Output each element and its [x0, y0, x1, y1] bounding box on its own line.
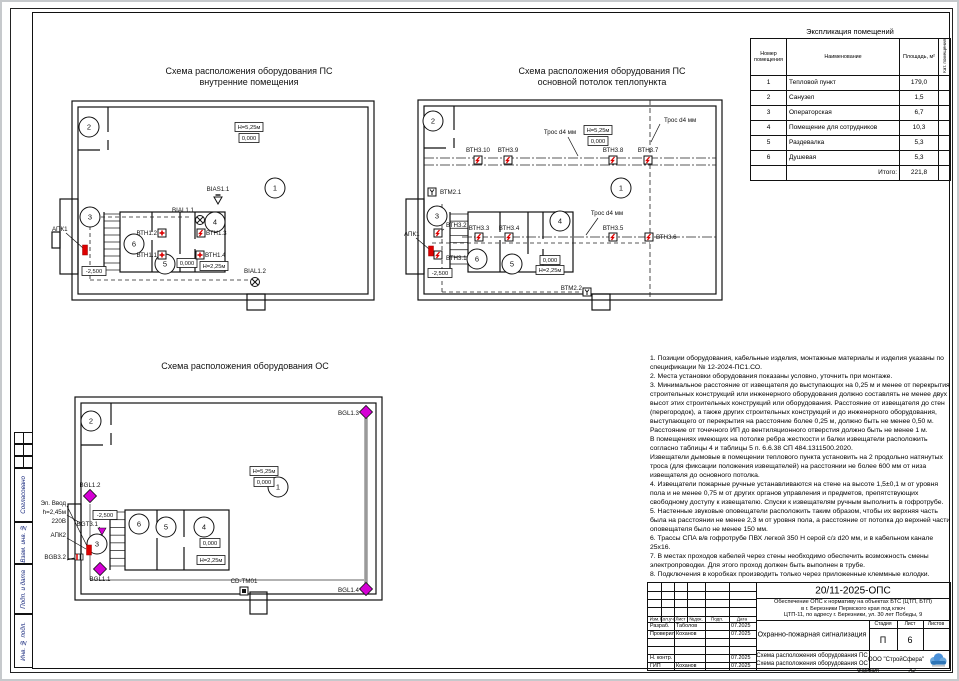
svg-text:5: 5 — [163, 522, 169, 532]
stamp-text: 07.2025 — [731, 654, 751, 661]
room-marker — [427, 206, 447, 226]
svg-text:Н=2,25м: Н=2,25м — [202, 264, 226, 271]
device-label: ВТН3.3 — [468, 225, 490, 232]
explication-row — [751, 90, 951, 105]
leader-line — [586, 218, 598, 235]
explication-row — [751, 105, 951, 120]
device-dia-icon — [359, 405, 372, 418]
elevation-box — [82, 267, 106, 276]
elevation-box — [584, 126, 612, 135]
room-area: 6,7 — [900, 105, 939, 120]
stamp-text: Н. контр. — [650, 654, 673, 661]
note-item: 5. Настенные звуковые оповещатели расположить таким образом, чтобы их верхняя часть была на расстоянии не менее 2,3 м от уровня пола, а расстояние от потолка до верхней части оповещателя было не менее 150 мм. — [650, 508, 951, 533]
total-label: Итого: — [787, 165, 900, 180]
stamp-text: Кол.уч. — [659, 616, 676, 622]
device-label: BIAL1.2 — [243, 268, 267, 275]
strip-label: Взам. инв. № — [20, 523, 27, 563]
note-item: 6. Трассы СПА в/в гофротрубе ПВХ легкой 350 Н серой с/з d20 мм, и в кабельном канале 25x16. — [650, 535, 934, 551]
device-label: ВТН3.1 — [446, 255, 467, 262]
explication-row — [751, 150, 951, 165]
elevation-box — [250, 467, 278, 476]
room-marker — [502, 254, 522, 274]
device-cross-icon — [196, 251, 204, 259]
device-label: Трос d4 мм — [543, 129, 577, 136]
device-red-icon — [87, 545, 92, 555]
elevation-box — [239, 134, 259, 143]
strip-inv — [14, 614, 33, 668]
device-label: ВТМ2.2 — [560, 285, 582, 292]
stage-value: П — [879, 635, 887, 645]
leader-line — [568, 137, 578, 156]
stamp-text: Коханов — [676, 662, 697, 669]
doc-number: 20/11-2025-ОПС — [815, 585, 891, 597]
col-header-area: Площадь, м² — [900, 39, 939, 76]
device-label: CD-TM01 — [230, 578, 258, 585]
device-label: ВТН1.1 — [136, 252, 157, 259]
svg-text:3: 3 — [87, 212, 93, 222]
svg-text:Н=2,25м: Н=2,25м — [538, 268, 562, 275]
device-label: ВТН1.4 — [205, 252, 226, 259]
room-marker — [124, 234, 144, 254]
explication-row — [751, 75, 951, 90]
device-label: ВТН3.7 — [637, 147, 659, 154]
explication-title: Экспликация помещений — [806, 27, 894, 36]
explication-table — [750, 38, 951, 181]
svg-text:Н=5,25м: Н=5,25м — [237, 125, 261, 132]
left-attribute-strip — [14, 432, 33, 668]
svg-text:3: 3 — [434, 211, 440, 221]
elevation-box — [93, 511, 117, 520]
room-number: 5 — [751, 135, 787, 150]
svg-text:3: 3 — [94, 539, 100, 549]
wall — [60, 199, 78, 274]
device-box-icon — [240, 587, 248, 595]
svg-text:2: 2 — [88, 416, 94, 426]
svg-text:2: 2 — [430, 116, 436, 126]
strip-label: Инв. № подл. — [20, 621, 27, 661]
device-label: ВТН3.10 — [465, 147, 491, 154]
svg-text:5: 5 — [509, 259, 515, 269]
device-horn-icon — [214, 195, 222, 204]
col-header-category: Кат. помещения — [939, 39, 951, 76]
device-label: АПК1 — [404, 231, 420, 238]
stamp-text: №док. — [689, 616, 703, 622]
device-red-icon — [429, 246, 434, 256]
sheet-value: 6 — [907, 635, 913, 645]
device-label: h=2,45м — [42, 509, 66, 516]
company-name: ООО "СтройСфера" — [867, 657, 925, 663]
stamp-text: 07.2025 — [731, 622, 751, 629]
device-otimes-icon — [251, 278, 260, 287]
room-number: 6 — [751, 150, 787, 165]
device-label: ВТН3.9 — [497, 147, 519, 154]
room-marker — [81, 411, 101, 431]
device-bolt-icon — [475, 233, 483, 241]
device-label: АПК1 — [52, 226, 68, 233]
note-item: 7. В местах проходов кабелей через стены необходимо обеспечить возможность смены электропроводки. Для этого проход должен быть выполнен в трубе. — [650, 553, 929, 569]
device-label: ВТН3.2 — [446, 222, 467, 229]
sheets-label: Листов — [927, 621, 945, 627]
device-label: ВТМ2.1 — [440, 189, 462, 196]
device-bolt-icon — [434, 251, 442, 259]
room-marker — [156, 517, 176, 537]
device-label: 220В — [51, 518, 66, 525]
device-bolt-icon — [474, 156, 482, 164]
wall — [250, 592, 267, 614]
stamp-text: ГИП — [650, 662, 661, 669]
plan-title: Схема расположения оборудования ОС — [161, 361, 329, 371]
svg-text:0,000: 0,000 — [590, 139, 606, 146]
plan-title: основной потолок теплопункта — [537, 77, 667, 87]
device-label: ВТН1.3 — [206, 230, 227, 237]
svg-text:0,000: 0,000 — [202, 541, 218, 548]
stamp-text: Лист — [675, 616, 686, 622]
explication-total-row — [751, 165, 951, 180]
notes-block — [650, 354, 952, 579]
device-label: BGB3.2 — [44, 554, 66, 561]
room-marker — [467, 249, 487, 269]
room-marker — [550, 211, 570, 231]
device-bolt-icon — [645, 233, 653, 241]
plan-title: внутренние помещения — [199, 77, 299, 87]
device-label: BGL1.3 — [338, 410, 359, 417]
device-bolt-icon — [197, 229, 205, 237]
device-bolt-icon — [644, 156, 652, 164]
plan-ps-internal — [42, 64, 392, 314]
svg-text:Н=2,25м: Н=2,25м — [199, 558, 223, 565]
svg-text:0,000: 0,000 — [179, 261, 195, 268]
format-value: А2 — [908, 668, 916, 674]
room-name: Операторская — [787, 105, 900, 120]
room-marker — [129, 514, 149, 534]
elevation-box — [200, 539, 220, 548]
room-number: 3 — [751, 105, 787, 120]
wall — [592, 294, 610, 310]
elevation-box — [588, 137, 608, 146]
col-header-name: Наименование — [787, 39, 900, 76]
stage-label: Стадия — [874, 621, 892, 627]
room-marker — [423, 111, 443, 131]
device-label: BGL1.2 — [79, 482, 101, 489]
svg-text:-2,500: -2,500 — [96, 513, 114, 520]
sheet-name-2: Схема расположения оборудования ОС — [756, 661, 868, 667]
svg-text:1: 1 — [275, 482, 281, 492]
format-note — [857, 668, 947, 674]
room-area: 10,3 — [900, 120, 939, 135]
elevation-box — [200, 262, 228, 271]
device-cross-icon — [158, 251, 166, 259]
room-marker — [611, 178, 631, 198]
wall — [247, 294, 265, 310]
device-red-icon — [83, 245, 88, 255]
svg-text:-2,500: -2,500 — [85, 269, 103, 276]
device-bgb-icon — [75, 554, 83, 560]
device-label: ВТН3.4 — [498, 225, 520, 232]
strip-label: Подп. и дата — [20, 569, 27, 609]
room-marker — [80, 207, 100, 227]
device-label: ВТН3.6 — [656, 234, 677, 241]
leader-line — [651, 124, 660, 142]
sheet-name-1: Схема расположения оборудования ПС — [756, 653, 868, 659]
sheet-label: Лист — [904, 621, 916, 627]
explication-row — [751, 135, 951, 150]
device-label: АПК2 — [50, 532, 66, 539]
format-label: Формат — [857, 668, 880, 674]
svg-text:5: 5 — [162, 259, 168, 269]
device-vtm-icon — [583, 288, 591, 296]
company-logo — [928, 652, 948, 667]
device-dia-icon — [83, 489, 96, 502]
svg-text:0,000: 0,000 — [542, 258, 558, 265]
object-line2: в г. Березники Пермского края под ключ — [801, 605, 905, 612]
strip-label: Согласовано — [20, 476, 27, 514]
note-item: 1. Позиции оборудования, кабельные изделия, монтажные материалы и изделия указаны по спецификации № 12-2024-ПС1.СО. — [650, 355, 944, 371]
plan-title: Схема расположения оборудования ПС — [165, 66, 333, 76]
device-label: BGL1.1 — [89, 576, 111, 583]
room-number: 2 — [751, 90, 787, 105]
svg-text:0,000: 0,000 — [256, 480, 272, 487]
device-label: Трос d4 мм — [590, 210, 624, 217]
col-header-number: Номер помещения — [751, 39, 787, 76]
stamp-text: Дата — [736, 616, 748, 622]
device-bolt-icon — [504, 156, 512, 164]
svg-text:Н=5,25м: Н=5,25м — [586, 128, 610, 135]
strip-vzam — [14, 522, 33, 564]
device-otimes-icon — [196, 216, 205, 225]
stamp-text: Изм. — [649, 616, 660, 622]
stamp-text: 07.2025 — [731, 662, 751, 669]
room-name: Раздевалка — [787, 135, 900, 150]
note-item: 4. Извещатели пожарные ручные устанавливаются на стене на высоте 1,5±0,1 м от уровня пола и не менее 0,75 м от других органов управления и предметов, препятствующих свободному доступу к извещателю. Спуски к извещателям ручным выполнить в гофротрубе. — [650, 481, 944, 506]
wall — [52, 232, 60, 248]
stamp-text: Коханов — [676, 630, 697, 637]
svg-text:-2,500: -2,500 — [431, 271, 449, 278]
elevation-box — [177, 259, 197, 268]
device-label: BGT3.1 — [76, 521, 98, 528]
device-label: BIAL1.1 — [171, 207, 194, 214]
room-area: 5,3 — [900, 150, 939, 165]
elevation-box — [428, 269, 452, 278]
device-label: Трос d4 мм — [664, 117, 697, 124]
device-label: BIAS1.1 — [206, 186, 230, 193]
svg-text:6: 6 — [136, 519, 142, 529]
stamp-text: Разраб. — [650, 622, 670, 629]
elevation-box — [536, 266, 564, 275]
room-marker — [265, 178, 285, 198]
device-bolt-icon — [434, 229, 442, 237]
svg-text:6: 6 — [131, 239, 137, 249]
stamp-text: 07.2025 — [731, 630, 751, 637]
device-cross-icon — [158, 229, 166, 237]
plan-os — [32, 354, 402, 634]
elevation-box — [254, 478, 274, 487]
device-label: ВТН3.8 — [602, 147, 624, 154]
stamp-text: Подп. — [710, 616, 724, 622]
elevation-box — [197, 556, 225, 565]
svg-text:4: 4 — [201, 522, 207, 532]
device-bolt-icon — [505, 233, 513, 241]
explication-row — [751, 120, 951, 135]
object-line3: ЦТП-11, по адресу г. Березники, ул. 30 лет Победы, 9 — [783, 612, 923, 618]
elevation-box — [235, 123, 263, 132]
svg-text:2: 2 — [86, 122, 92, 132]
device-label: BGL1.4 — [338, 587, 359, 594]
note-item: 2. Места установки оборудования показаны условно, уточнить при монтаже. — [650, 373, 893, 380]
room-area: 1,5 — [900, 90, 939, 105]
room-name: Тепловой пункт — [787, 75, 900, 90]
room-marker — [205, 212, 225, 232]
leader-line — [67, 538, 86, 549]
svg-text:4: 4 — [212, 217, 218, 227]
device-label: ВТН3.5 — [602, 225, 624, 232]
note-item: 8. Подключения в коробках производить только через приложенные клеммные колодки. — [650, 571, 930, 578]
svg-text:4: 4 — [557, 216, 563, 226]
svg-text:1: 1 — [618, 183, 624, 193]
total-value: 221,8 — [900, 165, 939, 180]
elevation-box — [540, 256, 560, 265]
object-line1: Обеспечение ОПС к нормативу на объектах БТС (ЦТП, БТП) — [774, 599, 932, 605]
room-area: 5,3 — [900, 135, 939, 150]
plan-ps-ceiling — [402, 64, 747, 319]
system-name: Охранно-пожарная сигнализация — [757, 631, 867, 639]
svg-text:0,000: 0,000 — [241, 136, 257, 143]
room-marker — [79, 117, 99, 137]
svg-text:6: 6 — [474, 254, 480, 264]
device-dia-icon — [93, 562, 106, 575]
device-vtm-icon — [428, 188, 436, 196]
svg-text:Н=5,25м: Н=5,25м — [252, 469, 276, 476]
note-item: Извещатели дымовые в помещении теплового пункта установить на 2 продольно натянутых троса (для фиксации положения извещателей) на расстоянии не более 600 мм от низа извещателя до основного потолка. — [650, 454, 943, 479]
room-number: 1 — [751, 75, 787, 90]
strip-podp — [14, 564, 33, 614]
device-bolt-icon — [609, 233, 617, 241]
title-block — [647, 582, 951, 671]
strip-soglasovano — [14, 468, 33, 522]
device-bolt-icon — [609, 156, 617, 164]
svg-text:1: 1 — [272, 183, 278, 193]
device-label: ВТН1.2 — [136, 230, 157, 237]
plan-title: Схема расположения оборудования ПС — [518, 66, 686, 76]
note-item: В помещениях имеющих на потолке ребра жесткости и балки извещатели расположить согласно таблицы 4 и таблицы 5 п. 6.6.38 СП 484.1311500.2020. — [650, 436, 928, 452]
room-area: 179,0 — [900, 75, 939, 90]
room-name: Помещение для сотрудников — [787, 120, 900, 135]
room-marker — [194, 517, 214, 537]
note-item: 3. Минимальное расстояние от извещателя до выступающих на 0,25 м и менее от перекрытия строительных конструкций или инженерного оборудования должно составлять не менее двух высот этих строительных конструкций или оборудования. Расстояние от извещателя до стен (перегородок), а также других строительных конструкций и до инженерного оборудования, выступающего от перекрытия на расстояние более 0,25 м, должно быть не менее 0,50 м. Расстояние от точечного ИП до вентиляционного отверстия должно быть не менее 1 м. — [650, 382, 950, 434]
device-label: Эл. Ввод — [40, 500, 66, 507]
stamp-text: Таболов — [676, 622, 698, 629]
leader-line — [66, 233, 83, 248]
stamp-text: Проверил — [650, 630, 675, 637]
room-name: Санузел — [787, 90, 900, 105]
room-name: Душевая — [787, 150, 900, 165]
room-number: 4 — [751, 120, 787, 135]
